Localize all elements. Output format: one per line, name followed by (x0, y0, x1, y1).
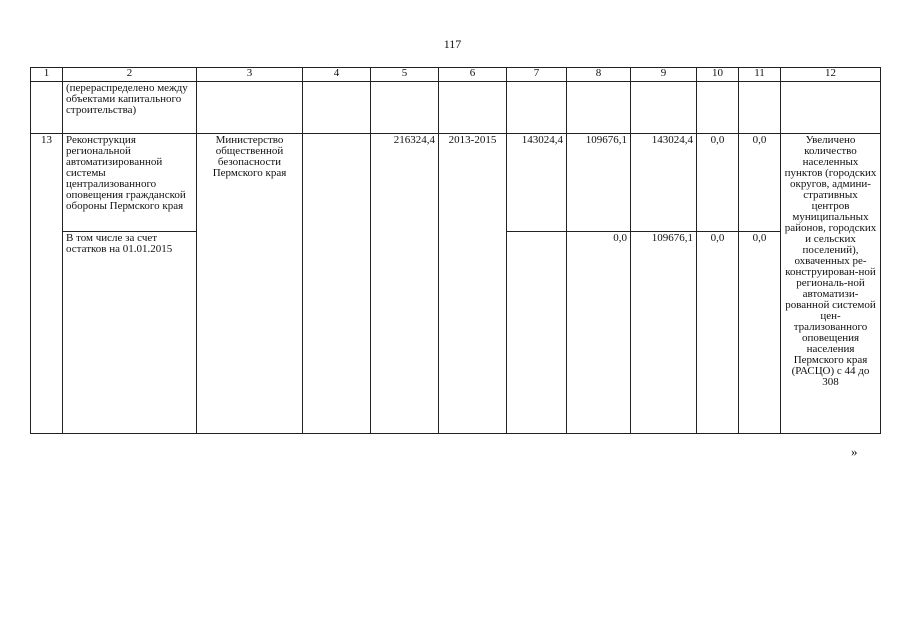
subrow-col-7 (507, 232, 567, 434)
customer-name: Министерство общественной безопасности Пермского края (197, 134, 303, 434)
program-table (30, 67, 881, 434)
header-cell-10: 10 (697, 68, 739, 82)
header-cell-3: 3 (197, 68, 303, 82)
subrow-col-8-value: 0,0 (567, 232, 631, 434)
subrow-label: В том числе за счет остатков на 01.01.2015 (63, 232, 197, 434)
header-cell-5: 5 (371, 68, 439, 82)
header-cell-2: 2 (63, 68, 197, 82)
col-10-value: 0,0 (697, 134, 739, 232)
table-row (31, 134, 881, 232)
col-4-cell (303, 134, 371, 434)
continuation-row (31, 82, 881, 134)
header-row (31, 68, 881, 82)
page-number: 117 (443, 37, 462, 51)
header-cell-8: 8 (567, 68, 631, 82)
header-cell-6: 6 (439, 68, 507, 82)
header-cell-7: 7 (507, 68, 567, 82)
col-8-value: 109676,1 (567, 134, 631, 232)
object-name: Реконструкция региональной автоматизированной системы централизованного оповещения гражданской обороны Пермского края (63, 134, 197, 232)
header-cell-12: 12 (781, 68, 881, 82)
col-6-period: 2013-2015 (439, 134, 507, 434)
col-9-value: 143024,4 (631, 134, 697, 232)
header-cell-1: 1 (31, 68, 63, 82)
result-indicator: Увеличено количество населенных пунктов (городских округов, админи-стративных центров муниципальных районов, городских и сельских поселений), охваченных ре-конструирован-ной региональ-ной автоматизи-рованной системой цен-трализованного оповещения населения Пермского края (РАСЦО) с 44 до 308 (781, 134, 881, 434)
col-7-value: 143024,4 (507, 134, 567, 232)
header-cell-11: 11 (739, 68, 781, 82)
continuation-cell-1 (31, 82, 63, 134)
subrow-col-10-value: 0,0 (697, 232, 739, 434)
col-5-value: 216324,4 (371, 134, 439, 434)
col-11-value: 0,0 (739, 134, 781, 232)
header-cell-9: 9 (631, 68, 697, 82)
header-cell-4: 4 (303, 68, 371, 82)
subrow-col-11-value: 0,0 (739, 232, 781, 434)
row-number: 13 (31, 134, 63, 434)
subrow-col-9-value: 109676,1 (631, 232, 697, 434)
closing-quote: » (851, 444, 858, 459)
continuation-text: (перераспределено между объектами капитального строительства) (63, 82, 197, 134)
